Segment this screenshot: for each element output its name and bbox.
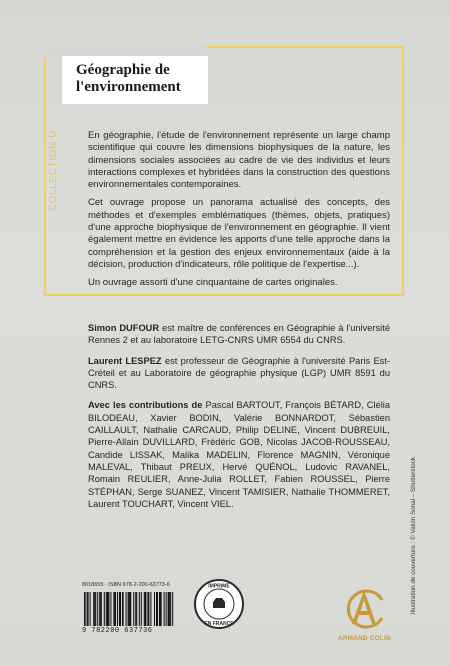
armand-colin-logo-icon [338,586,390,630]
collection-text: COLLECTION U [48,129,60,211]
printed-in-france-seal-icon [193,578,245,630]
barcode-block [82,582,174,636]
title-box [62,56,208,104]
barcode-digits: 9 782200 637736 [82,627,153,635]
author-2 [88,355,390,392]
author-1-name: Simon DUFOUR [88,323,160,333]
seal-top-text: IMPRIMÉ [208,583,230,590]
author-2-bio: est professeur de Géographie à l'université Paris Est-Créteil et au Laboratoire de géographie physique (LGP) UMR 8591 du CNRS. [88,355,390,391]
contributors-names: Pascal BARTOUT, François BÉTARD, Clélia BILODEAU, Xavier BODIN, Valérie BONNARDOT, Sébastien CAILLAULT, Nathalie CARCAUD, Philip DELINE, Vincent DUBREUIL, Pierre-Allain DUVILLARD, Frédéric GOB, Nicolas JACOB-ROUSSEAU, Candide LISSAK, Malika MADELIN, Florence MAGNIN, Véronique MALEVAL, Thibaut PREUX, Hervé QUÉNOL, Ludovic RAVANEL, Romain REULIER, Anne-Julia ROLLET, Fabien ROUSSEL, Pierre STÉPHAN, Serge SUANEZ, Vincent TAMISIER, Nathalie THOMMERET, Laurent TOUCHART, Vincent VIEL. [88,400,390,509]
collection-label [44,110,64,230]
description-paragraph-3: Un ouvrage assorti d'une cinquantaine de cartes originales. [88,277,338,289]
author-2-name: Laurent LESPEZ [88,355,162,366]
publisher-logo [338,586,390,642]
book-title-line1: Géographie de [76,62,170,78]
authors-section [88,322,390,518]
barcode-icon [82,592,174,626]
description-paragraph-1: En géographie, l'étude de l'environnement représente un large champ scientifique qui couvre les dimensions biophysiques de la nature, les dimensions sociales associées au cadre de vie des individus et leurs interactions complexes et hybridées dans la construction des questions environnementales contemporaines. [88,130,390,191]
contributors-label: Avec les contributions de [88,400,203,411]
credits-text: Illustration de couverture : © Valcin Sonal – Shutterstock [410,456,418,614]
cover-credits [392,456,436,614]
description-paragraph-2: Cet ouvrage propose un panorama actualisé des concepts, des méthodes et d'exemples emblématiques (thèmes, objets, pratiques) d'une approche biophysique de l'environnement en géographie. Il vient également mettre en évidence les apports d'une telle approche dans la compréhension et la gestion des enjeux environnementaux (aide à la décision, production d'indicateurs, rôle politique de l'expertise...). [88,197,390,270]
author-1 [88,322,390,347]
book-title-line2: l'environnement [76,79,181,95]
contributors [88,399,390,510]
frame-gap [44,46,206,56]
seal-bottom-text: EN FRANCE [204,621,234,627]
isbn-line: 8018655 · ISBN 978-2-200-63773-6 [82,582,170,588]
description [88,130,390,296]
publisher-name: ARMAND COLIN [338,635,391,642]
author-1-bio: est maître de conférences en Géographie à l'université Rennes 2 et au laboratoire LETG-CNRS UMR 6554 du CNRS. [88,323,390,346]
